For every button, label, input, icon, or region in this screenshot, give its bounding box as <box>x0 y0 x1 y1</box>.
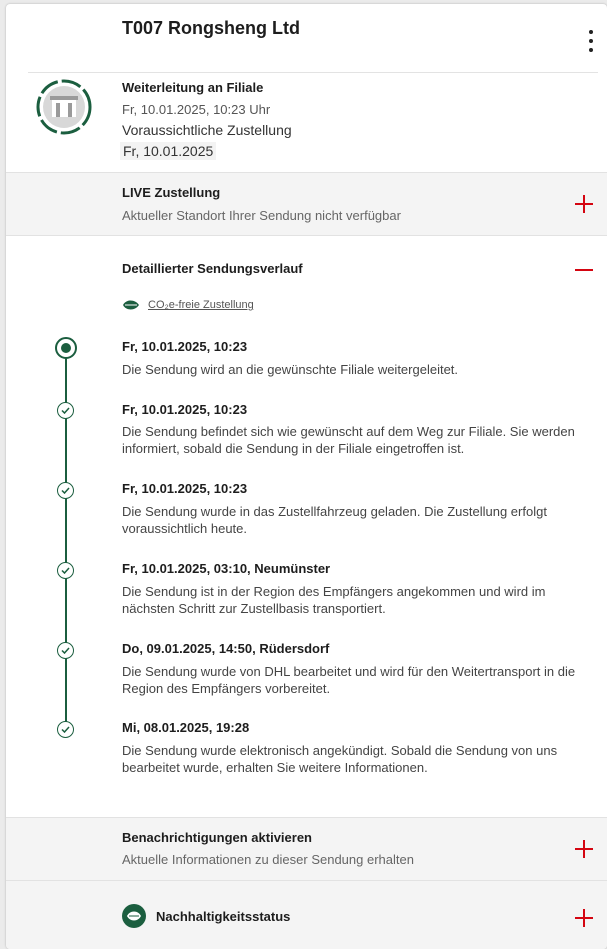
event-text: Die Sendung wurde in das Zustellfahrzeug geladen. Die Zustellung erfolgt voraussichtlich heute. <box>122 504 547 536</box>
eta-date: Fr, 10.01.2025 <box>120 142 216 160</box>
live-delivery-subtitle: Aktueller Standort Ihrer Sendung nicht verfügbar <box>122 208 401 223</box>
history-title: Detaillierter Sendungsverlauf <box>122 261 303 276</box>
status-title: Weiterleitung an Filiale <box>122 80 264 95</box>
event-text: Die Sendung wird an die gewünschte Filiale weitergeleitet. <box>122 362 459 377</box>
event-date: Fr, 10.01.2025, 10:23 <box>122 402 248 417</box>
eta-label: Voraussichtliche Zustellung <box>122 122 292 138</box>
shipment-title: T007 Rongsheng Ltd <box>122 18 301 38</box>
divider <box>28 72 598 73</box>
notifications-subtitle: Aktuelle Informationen zu dieser Sendung erhalten <box>122 852 414 867</box>
notifications-title: Benachrichtigungen aktivieren <box>122 830 312 845</box>
event-date: Fr, 10.01.2025, 10:23 <box>122 481 248 496</box>
check-circle-icon <box>57 721 74 738</box>
event-date: Do, 09.01.2025, 14:50, Rüdersdorf <box>122 641 330 656</box>
check-circle-icon <box>57 402 74 419</box>
event-date: Mi, 08.01.2025, 19:28 <box>122 720 250 735</box>
check-circle-icon <box>57 642 74 659</box>
status-time: Fr, 10.01.2025, 10:23 Uhr <box>122 102 271 117</box>
expand-notifications-plus-icon[interactable] <box>575 840 593 858</box>
leaf-icon <box>122 904 146 928</box>
event-text: Die Sendung wurde elektronisch angekündigt. Sobald die Sendung von uns bearbeitet wurde, erhalten Sie weitere Informationen. <box>122 743 558 775</box>
kebab-menu-icon[interactable] <box>584 30 598 52</box>
expand-sustainability-plus-icon[interactable] <box>575 909 593 927</box>
collapse-history-minus-icon[interactable] <box>575 261 593 279</box>
notifications-section[interactable] <box>6 817 607 881</box>
live-delivery-title: LIVE Zustellung <box>122 185 221 200</box>
leaf-icon <box>122 299 140 311</box>
co2-link-text: CO₂e-freie Zustellung <box>148 299 254 311</box>
event-text: Die Sendung ist in der Region des Empfängers angekommen und wird im nächsten Schritt zur Zustellbasis transportiert. <box>122 584 546 616</box>
co2-free-link[interactable] <box>122 299 254 311</box>
live-delivery-section[interactable] <box>6 172 607 236</box>
sustainability-title: Nachhaltigkeitsstatus <box>156 909 291 924</box>
event-date: Fr, 10.01.2025, 03:10, Neumünster <box>122 561 331 576</box>
branch-building-icon <box>36 79 92 135</box>
current-step-icon <box>55 337 77 359</box>
event-text: Die Sendung befindet sich wie gewünscht auf dem Weg zur Filiale. Sie werden informiert, sobald die Sendung in der Filiale eingetroffen ist. <box>122 424 575 456</box>
shipment-card <box>6 4 607 949</box>
sustainability-section[interactable] <box>6 880 607 949</box>
expand-live-plus-icon[interactable] <box>575 195 593 213</box>
check-circle-icon <box>57 482 74 499</box>
event-text: Die Sendung wurde von DHL bearbeitet und wird für den Weitertransport in die Region des Empfängers vorbereitet. <box>122 664 576 696</box>
check-circle-icon <box>57 562 74 579</box>
event-date: Fr, 10.01.2025, 10:23 <box>122 339 248 354</box>
